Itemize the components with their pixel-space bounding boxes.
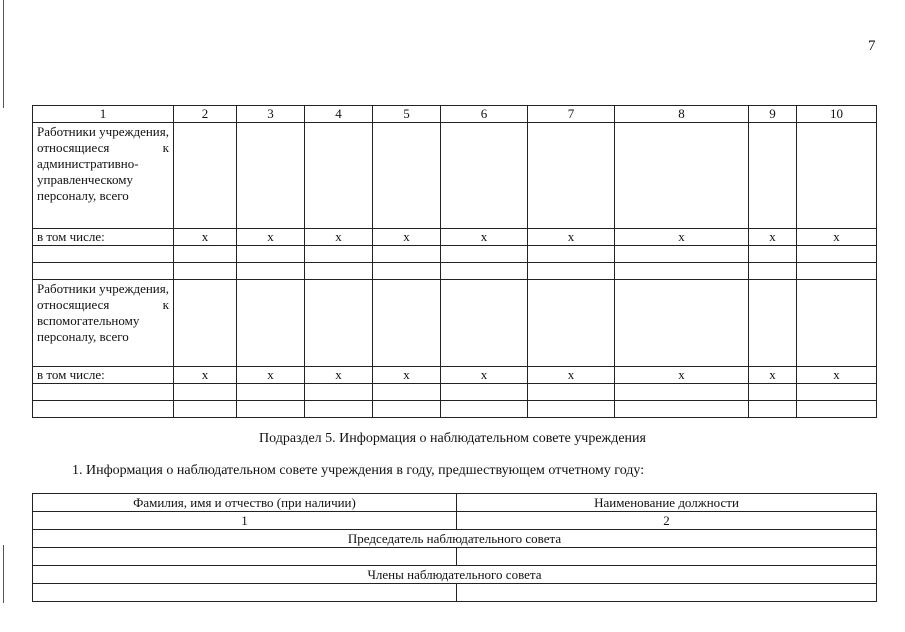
- support-staff-label: Работники учреждения, относящиеся к вспомогательному персоналу, всего: [33, 280, 174, 367]
- table-cell: [305, 280, 373, 367]
- table-cell: [528, 280, 615, 367]
- empty-row: [33, 384, 877, 401]
- table-cell: [797, 280, 877, 367]
- table-cell: [441, 123, 528, 229]
- x-mark: x: [749, 367, 797, 384]
- x-mark: x: [373, 229, 441, 246]
- board-number-row: [33, 512, 877, 530]
- chairman-row: [33, 530, 877, 548]
- x-mark: x: [373, 367, 441, 384]
- x-mark: x: [615, 229, 749, 246]
- empty-row: [33, 548, 877, 566]
- x-mark: x: [237, 367, 305, 384]
- members-row: [33, 566, 877, 584]
- x-mark: x: [174, 367, 237, 384]
- admin-staff-label: Работники учреждения, относящиеся к административно-управленческому персоналу, всего: [33, 123, 174, 229]
- including-row: [33, 229, 877, 246]
- column-number: 1: [33, 512, 457, 530]
- table-cell: [237, 280, 305, 367]
- column-number-row: [33, 106, 877, 123]
- board-info-heading: 1. Информация о наблюдательном совете учреждения в году, предшествующем отчетному году:: [72, 463, 645, 478]
- x-mark: x: [305, 229, 373, 246]
- including-row: [33, 367, 877, 384]
- table-cell: [373, 280, 441, 367]
- table-cell: [797, 123, 877, 229]
- left-edge-line: [3, 545, 4, 603]
- column-number: 10: [797, 106, 877, 123]
- column-number: 1: [33, 106, 174, 123]
- table-cell: [457, 548, 877, 566]
- board-table: [32, 493, 877, 602]
- table-cell: [174, 123, 237, 229]
- table-cell: [174, 280, 237, 367]
- x-mark: x: [615, 367, 749, 384]
- table-cell: [749, 280, 797, 367]
- column-number: 2: [174, 106, 237, 123]
- page-number: 7: [868, 38, 876, 54]
- x-mark: x: [528, 367, 615, 384]
- x-mark: x: [305, 367, 373, 384]
- table-cell: [615, 123, 749, 229]
- table-cell: [33, 548, 457, 566]
- staff-table: [32, 105, 877, 418]
- x-mark: x: [797, 229, 877, 246]
- table-cell: [305, 123, 373, 229]
- table-cell: [615, 280, 749, 367]
- full-name-header: Фамилия, имя и отчество (при наличии): [33, 494, 457, 512]
- x-mark: x: [797, 367, 877, 384]
- empty-row: [33, 246, 877, 263]
- table-cell: [373, 123, 441, 229]
- board-header-row: [33, 494, 877, 512]
- column-number: 2: [457, 512, 877, 530]
- chairman-label: Председатель наблюдательного совета: [33, 530, 877, 548]
- x-mark: x: [237, 229, 305, 246]
- column-number: 4: [305, 106, 373, 123]
- left-edge-line: [3, 0, 4, 108]
- empty-row: [33, 584, 877, 602]
- including-label: в том числе:: [33, 229, 174, 246]
- column-number: 5: [373, 106, 441, 123]
- x-mark: x: [441, 367, 528, 384]
- x-mark: x: [749, 229, 797, 246]
- column-number: 3: [237, 106, 305, 123]
- support-staff-row: [33, 280, 877, 367]
- column-number: 6: [441, 106, 528, 123]
- table-cell: [749, 123, 797, 229]
- table-cell: [528, 123, 615, 229]
- empty-row: [33, 401, 877, 418]
- x-mark: x: [174, 229, 237, 246]
- table-cell: [441, 280, 528, 367]
- position-header: Наименование должности: [457, 494, 877, 512]
- admin-staff-row: [33, 123, 877, 229]
- subsection-title: Подраздел 5. Информация о наблюдательном совете учреждения: [259, 431, 646, 446]
- column-number: 7: [528, 106, 615, 123]
- table-cell: [457, 584, 877, 602]
- column-number: 8: [615, 106, 749, 123]
- members-label: Члены наблюдательного совета: [33, 566, 877, 584]
- empty-row: [33, 263, 877, 280]
- including-label: в том числе:: [33, 367, 174, 384]
- x-mark: x: [441, 229, 528, 246]
- table-cell: [33, 584, 457, 602]
- x-mark: x: [528, 229, 615, 246]
- column-number: 9: [749, 106, 797, 123]
- table-cell: [237, 123, 305, 229]
